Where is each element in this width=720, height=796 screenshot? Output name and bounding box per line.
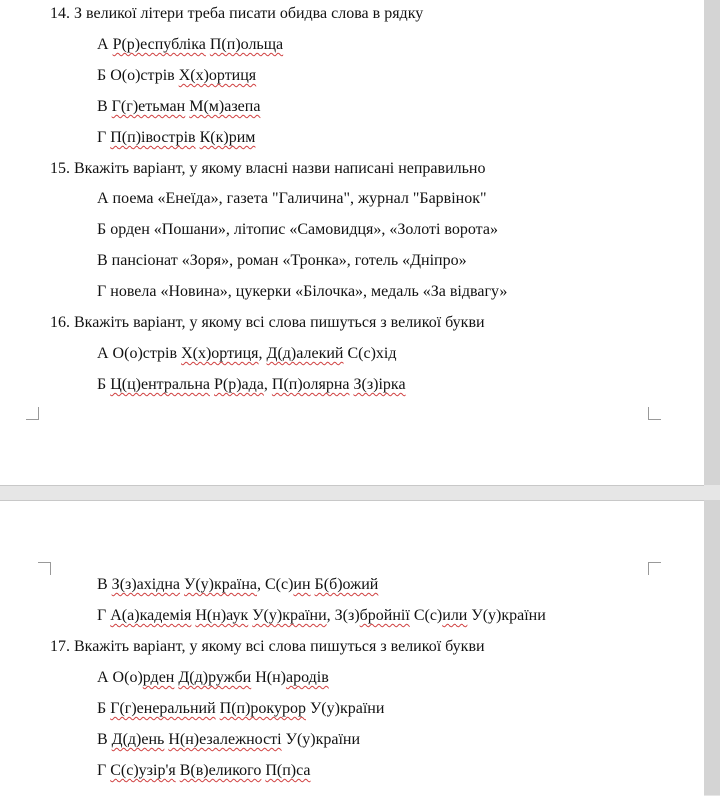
q17-option-c: В Д(д)ень Н(н)езалежності У(у)країни [97, 731, 361, 748]
q15-option-c: В пансіонат «Зоря», роман «Тронка», готель «Дніпро» [97, 252, 467, 269]
q15-option-d: Г новела «Новина», цукерки «Білочка», медаль «За відвагу» [97, 283, 508, 300]
corner-mark [648, 562, 661, 575]
q16-option-c: В З(з)ахідна У(у)країна, С(с)ин Б(б)ожий [97, 576, 379, 593]
question-15: 15. Вкажіть варіант, у якому власні назви написані неправильно [50, 160, 486, 177]
document-page-2 [0, 500, 704, 796]
q16-option-b: Б Ц(ц)ентральна Р(р)ада, П(п)олярна З(з)ірка [97, 376, 406, 393]
page-shadow [704, 500, 720, 795]
q14-option-b: Б О(о)стрів Х(х)ортиця [97, 67, 257, 84]
q17-option-b: Б Г(г)енеральний П(п)рокурор У(у)країни [97, 700, 385, 717]
q14-option-c: В Г(г)етьман М(м)азепа [97, 98, 261, 115]
q17-option-a: А О(о)рден Д(д)ружби Н(н)ародів [97, 669, 329, 686]
question-16: 16. Вкажіть варіант, у якому всі слова пишуться з великої букви [50, 314, 485, 331]
q16-option-d: Г А(а)кадемія Н(н)аук У(у)країни, З(з)бройнії С(с)или У(у)країни [97, 607, 546, 624]
q15-option-b: Б орден «Пошани», літопис «Самовидця», «Золоті ворота» [97, 221, 498, 238]
q16-option-a: А О(о)стрів Х(х)ортиця, Д(д)алекий С(с)хід [97, 345, 397, 362]
corner-mark [26, 407, 39, 420]
q14-option-a: А Р(р)еспубліка П(п)ольща [97, 36, 284, 53]
question-14: 14. З великої літери треба писати обидва слова в рядку [50, 5, 424, 22]
corner-mark [648, 407, 661, 420]
question-17: 17. Вкажіть варіант, у якому всі слова пишуться з великої букви [50, 638, 485, 655]
corner-mark [38, 562, 51, 575]
q14-option-d: Г П(п)івострів К(к)рим [97, 129, 256, 146]
page-shadow [704, 0, 720, 485]
q17-option-d: Г С(с)узір'я В(в)еликого П(п)са [97, 762, 311, 779]
q15-option-a: А поема «Енеїда», газета "Галичина", журнал "Барвінок" [97, 190, 487, 207]
